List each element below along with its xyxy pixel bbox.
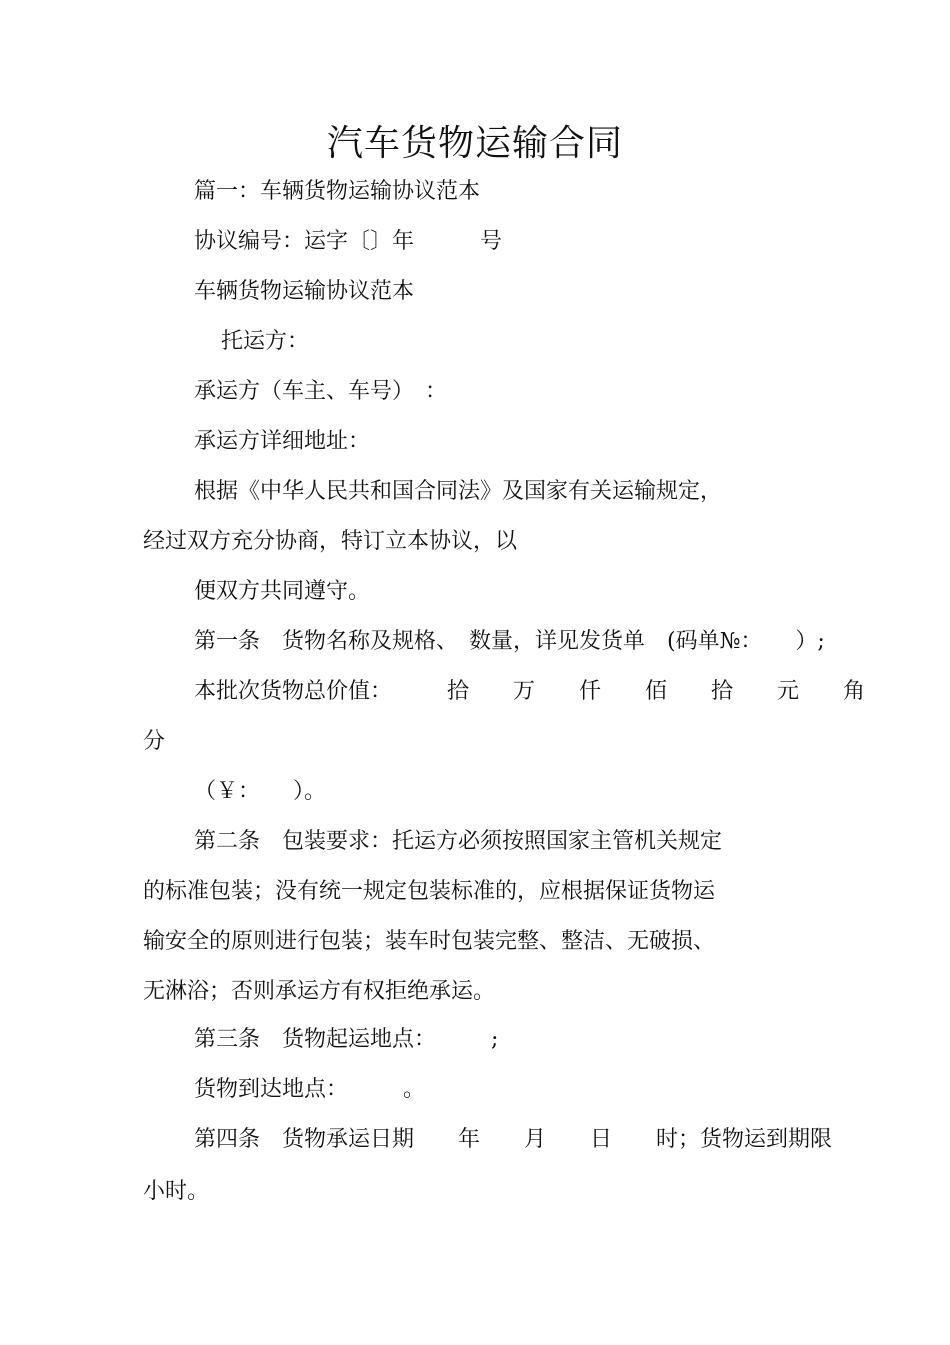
document-title: 汽车货物运输合同 — [326, 123, 623, 164]
agreement-number: 协议编号：运字〔〕年 号 — [194, 229, 503, 254]
article-1-line: 第一条 货物名称及规格、 数量，详见发货单 (码单№： ）; — [194, 629, 825, 654]
preamble-line: 根据《中华人民共和国合同法》及国家有关运输规定， — [194, 479, 723, 504]
shipper-field: 托运方： — [221, 329, 310, 354]
article-2-line: 第二条 包装要求：托运方必须按照国家主管机关规定 — [194, 829, 723, 854]
article-2-line: 输安全的原则进行包装；装车时包装完整、整洁、无破损、 — [143, 929, 716, 954]
article-1-line: 分 — [143, 729, 166, 754]
article-2-line: 无淋浴；否则承运方有权拒绝承运。 — [143, 979, 496, 1004]
article-4-line: 第四条 货物承运日期 年 月 日 时；货物运到期限 — [194, 1127, 833, 1152]
article-4-line: 小时。 — [143, 1179, 210, 1204]
carrier-address-field: 承运方详细地址： — [194, 429, 371, 454]
section-heading: 篇一：车辆货物运输协议范本 — [194, 179, 481, 204]
article-1-line: （￥： ）。 — [194, 779, 327, 804]
article-2-line: 的标准包装；没有统一规定包装标准的，应根据保证货物运 — [143, 879, 716, 904]
agreement-subtitle: 车辆货物运输协议范本 — [194, 279, 415, 304]
preamble-line: 便双方共同遵守。 — [194, 579, 371, 604]
carrier-field: 承运方（车主、车号） ： — [194, 379, 448, 404]
article-3-line: 货物到达地点： 。 — [194, 1077, 426, 1102]
article-3-line: 第三条 货物起运地点： ; — [194, 1027, 499, 1052]
article-1-line: 本批次货物总价值： 拾 万 仟 佰 拾 元 角 — [194, 679, 866, 704]
preamble-line: 经过双方充分协商，特订立本协议，以 — [143, 529, 518, 554]
